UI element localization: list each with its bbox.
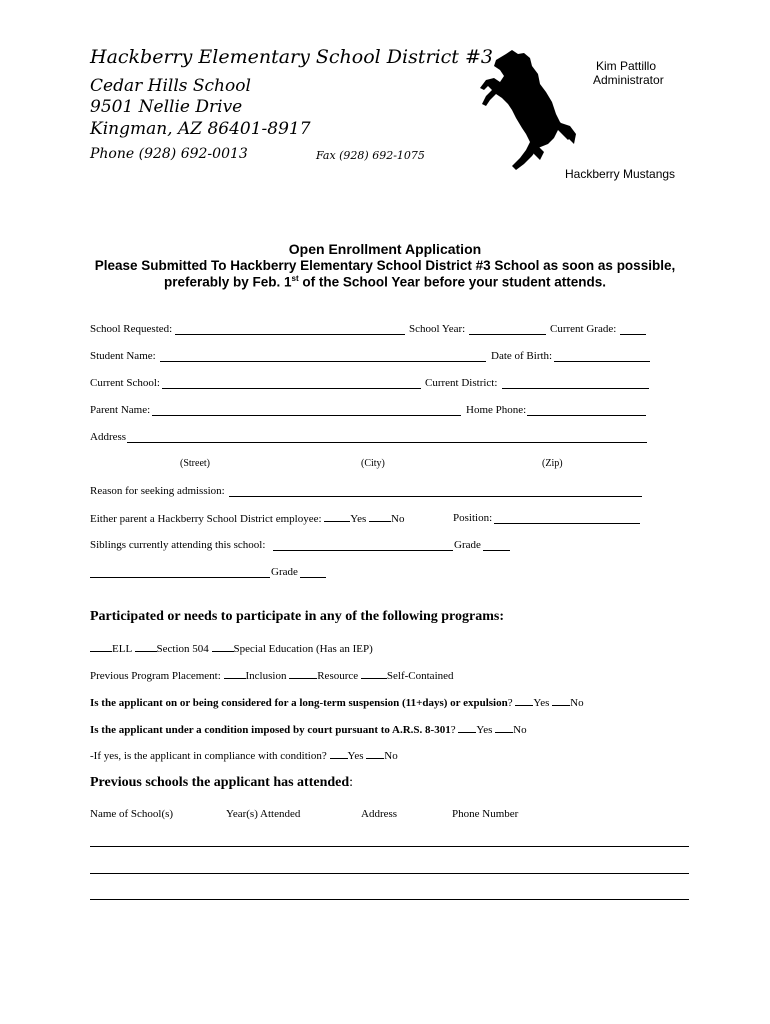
suspension-no-label: No bbox=[570, 697, 584, 709]
mustang-logo-icon bbox=[474, 48, 578, 172]
school-requested-field[interactable] bbox=[175, 334, 405, 335]
school-requested-label: School Requested: bbox=[90, 323, 173, 335]
programs-heading: Participated or needs to participate in any of the following programs: bbox=[90, 609, 505, 624]
city-state-zip: Kingman, AZ 86401-8917 bbox=[90, 119, 311, 139]
employee-no-label: No bbox=[391, 513, 405, 525]
school-year-field[interactable] bbox=[469, 334, 546, 335]
current-school-field[interactable] bbox=[162, 388, 421, 389]
address-field[interactable] bbox=[127, 442, 647, 443]
siblings-field-2[interactable] bbox=[90, 577, 270, 578]
ell-label: ELL bbox=[112, 643, 132, 655]
current-school-label: Current School: bbox=[90, 377, 160, 389]
current-district-field[interactable] bbox=[502, 388, 649, 389]
phone-number: Phone (928) 692-0013 bbox=[90, 146, 248, 162]
suspension-label: Is the applicant on or being considered for a long-term suspension (11+days) or expulsion bbox=[90, 697, 508, 709]
court-yes-blank[interactable] bbox=[458, 723, 476, 733]
section504-blank[interactable] bbox=[135, 642, 157, 652]
street-address: 9501 Nellie Drive bbox=[90, 97, 243, 117]
position-field[interactable] bbox=[494, 523, 640, 524]
form-instructions-line2 bbox=[0, 274, 770, 290]
col-address: Address bbox=[361, 808, 398, 820]
employee-label: Either parent a Hackberry School District employee: bbox=[90, 513, 322, 525]
district-title: Hackberry Elementary School District #3 bbox=[90, 46, 493, 68]
deadline-suffix: st bbox=[291, 274, 299, 283]
employee-no-blank[interactable] bbox=[369, 512, 391, 522]
col-school-name: Name of School(s) bbox=[90, 808, 174, 820]
student-name-field[interactable] bbox=[160, 361, 486, 362]
court-no-blank[interactable] bbox=[495, 723, 513, 733]
dob-label: Date of Birth: bbox=[491, 350, 553, 362]
address-city-hint: (City) bbox=[361, 458, 385, 469]
reason-label: Reason for seeking admission: bbox=[90, 485, 225, 497]
programs-options bbox=[90, 642, 373, 655]
employee-question bbox=[90, 512, 405, 525]
employee-yes-label: Yes bbox=[350, 513, 367, 525]
current-grade-label: Current Grade: bbox=[550, 323, 617, 335]
court-yes-label: Yes bbox=[476, 724, 493, 736]
employee-yes-blank[interactable] bbox=[324, 512, 350, 522]
address-zip-hint: (Zip) bbox=[542, 458, 563, 469]
sibling-grade-field-2[interactable] bbox=[300, 577, 326, 578]
previous-school-row-2[interactable] bbox=[90, 873, 689, 874]
school-name: Cedar Hills School bbox=[90, 76, 251, 96]
sped-blank[interactable] bbox=[212, 642, 234, 652]
form-title: Open Enrollment Application bbox=[288, 241, 482, 257]
siblings-field-1[interactable] bbox=[273, 550, 453, 551]
parent-name-label: Parent Name: bbox=[90, 404, 151, 416]
deadline-text: preferably by Feb. 1 bbox=[164, 274, 292, 290]
sped-label: Special Education (Has an IEP) bbox=[233, 643, 373, 655]
col-years-attended: Year(s) Attended bbox=[226, 808, 301, 820]
compliance-yes-label: Yes bbox=[347, 750, 364, 762]
resource-label: Resource bbox=[317, 670, 359, 682]
placement-row bbox=[90, 669, 454, 682]
ell-blank[interactable] bbox=[90, 642, 112, 652]
sibling-grade-label-2: Grade bbox=[271, 566, 298, 578]
previous-schools-heading: Previous schools the applicant has attended: bbox=[90, 775, 354, 790]
current-district-label: Current District: bbox=[425, 377, 498, 389]
court-no-label: No bbox=[513, 724, 527, 736]
placement-label: Previous Program Placement: bbox=[90, 670, 221, 682]
suspension-yes-blank[interactable] bbox=[515, 696, 533, 706]
mascot-name: Hackberry Mustangs bbox=[565, 167, 676, 181]
previous-school-row-1[interactable] bbox=[90, 846, 689, 847]
sibling-grade-field-1[interactable] bbox=[483, 550, 510, 551]
self-contained-blank[interactable] bbox=[361, 669, 387, 679]
self-contained-label: Self-Contained bbox=[386, 670, 454, 682]
resource-blank[interactable] bbox=[289, 669, 317, 679]
reason-field[interactable] bbox=[229, 496, 642, 497]
address-label: Address bbox=[90, 431, 127, 443]
compliance-yes-blank[interactable] bbox=[330, 749, 348, 759]
school-year-label: School Year: bbox=[409, 323, 466, 335]
previous-school-row-3[interactable] bbox=[90, 899, 689, 900]
position-label: Position: bbox=[453, 512, 493, 524]
form-instructions-line1: Please Submitted To Hackberry Elementary School District #3 School as soon as possible, bbox=[94, 258, 676, 273]
suspension-no-blank[interactable] bbox=[552, 696, 570, 706]
court-question: Is the applicant under a condition imposed by court pursuant to A.R.S. 8-301? Yes No bbox=[90, 724, 527, 736]
compliance-label: -If yes, is the applicant in compliance with condition? bbox=[90, 750, 327, 762]
address-street-hint: (Street) bbox=[180, 458, 210, 469]
col-phone-number: Phone Number bbox=[452, 808, 519, 820]
student-name-label: Student Name: bbox=[90, 350, 156, 362]
suspension-yes-label: Yes bbox=[533, 697, 550, 709]
previous-schools-title: Previous schools the applicant has attended bbox=[90, 775, 350, 790]
court-label: Is the applicant under a condition imposed by court pursuant to A.R.S. 8-301 bbox=[90, 724, 451, 736]
home-phone-label: Home Phone: bbox=[466, 404, 527, 416]
administrator-title: Administrator bbox=[593, 73, 664, 87]
compliance-question bbox=[90, 749, 398, 762]
siblings-label: Siblings currently attending this school: bbox=[90, 539, 266, 551]
suspension-question: Is the applicant on or being considered for a long-term suspension (11+days) or expulsion? Yes No bbox=[90, 697, 584, 709]
home-phone-field[interactable] bbox=[527, 415, 646, 416]
compliance-no-blank[interactable] bbox=[366, 749, 384, 759]
dob-field[interactable] bbox=[554, 361, 650, 362]
inclusion-label: Inclusion bbox=[245, 670, 287, 682]
inclusion-blank[interactable] bbox=[224, 669, 246, 679]
administrator-name: Kim Pattillo bbox=[596, 59, 657, 73]
fax-number: Fax (928) 692-1075 bbox=[316, 149, 425, 162]
parent-name-field[interactable] bbox=[152, 415, 461, 416]
section504-label: Section 504 bbox=[156, 643, 209, 655]
deadline-text-end: of the School Year before your student attends. bbox=[298, 274, 606, 290]
sibling-grade-label-1: Grade bbox=[454, 539, 481, 551]
current-grade-field[interactable] bbox=[620, 334, 646, 335]
compliance-no-label: No bbox=[384, 750, 398, 762]
